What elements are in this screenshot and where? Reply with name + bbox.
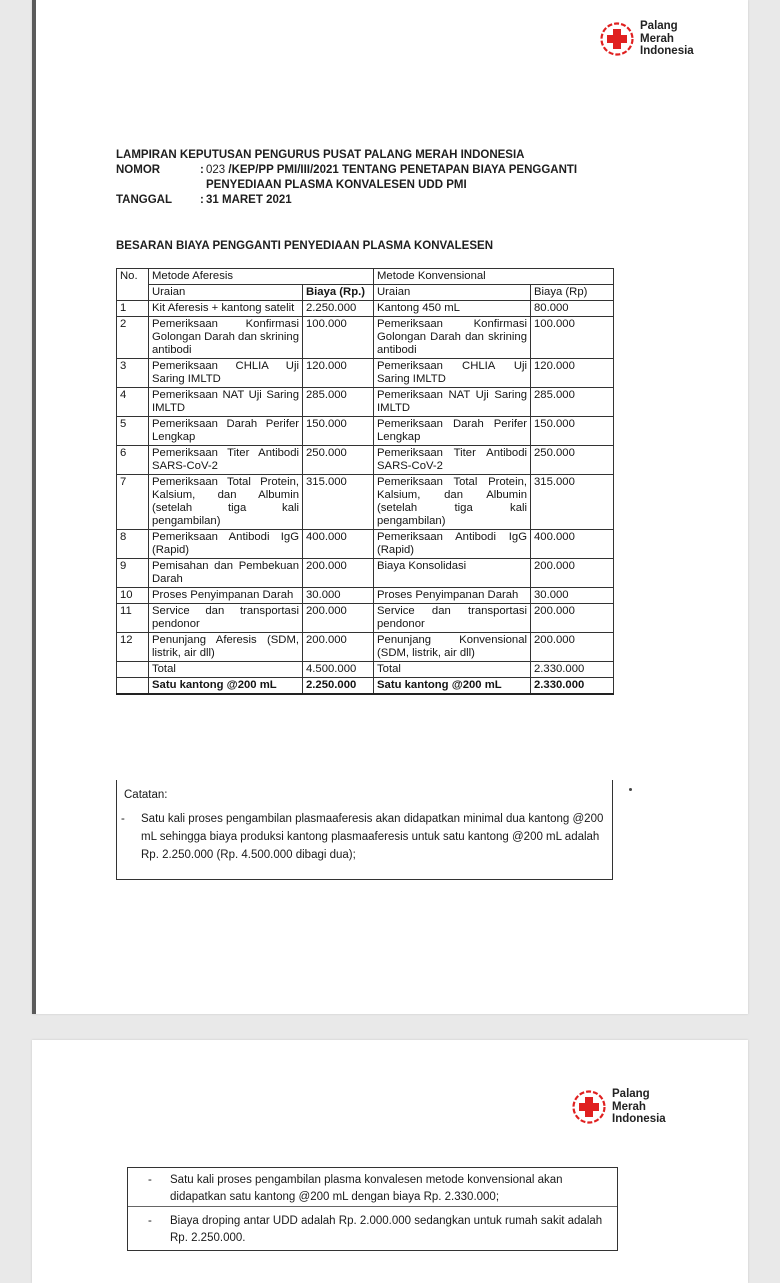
konvensional-item: Pemeriksaan Titer Antibodi SARS-CoV-2 <box>374 446 531 475</box>
pmi-logo-page-2 <box>572 1088 666 1126</box>
red-cross-emblem-icon <box>572 1090 606 1124</box>
table-column-header <box>117 285 614 301</box>
table-row <box>117 559 614 588</box>
per-bag-label: Satu kantong @200 mL <box>149 678 303 695</box>
bullet-dash: - <box>148 1215 152 1227</box>
total-konvensional: 2.330.000 <box>531 662 614 678</box>
document-header <box>116 148 656 208</box>
konvensional-cost: 30.000 <box>531 588 614 604</box>
konvensional-item: Pemeriksaan Konfirmasi Golongan Darah dan skrining antibodi <box>374 317 531 359</box>
konvensional-cost: 400.000 <box>531 530 614 559</box>
colon: : <box>200 164 204 176</box>
logo-line-3: Indonesia <box>640 45 694 57</box>
nomor-row <box>116 163 656 178</box>
row-number: 11 <box>117 604 149 633</box>
aferesis-item: Kit Aferesis + kantong satelit <box>149 301 303 317</box>
total-label-k: Total <box>374 662 531 678</box>
col-no-header: No. <box>117 269 149 301</box>
row-number: 10 <box>117 588 149 604</box>
divider <box>128 1206 617 1207</box>
red-cross-emblem-icon <box>600 22 634 56</box>
row-number: 7 <box>117 475 149 530</box>
konvensional-item: Pemeriksaan Total Protein, Kalsium, dan Albumin (setelah tiga kali pengambilan) <box>374 475 531 530</box>
logo-line-2: Merah <box>612 1100 646 1113</box>
aferesis-cost: 200.000 <box>303 559 374 588</box>
aferesis-cost: 285.000 <box>303 388 374 417</box>
konvensional-cost: 80.000 <box>531 301 614 317</box>
section-title: BESARAN BIAYA PENGGANTI PENYEDIAAN PLASMA KONVALESEN <box>116 240 493 252</box>
konvensional-item: Pemeriksaan CHLIA Uji Saring IMLTD <box>374 359 531 388</box>
logo-text <box>640 20 694 58</box>
table-row <box>117 388 614 417</box>
konvensional-item: Service dan transportasi pendonor <box>374 604 531 633</box>
group-konvensional-header: Metode Konvensional <box>374 269 614 285</box>
bullet-dash: - <box>148 1174 152 1186</box>
tanggal-value: 31 MARET 2021 <box>206 194 292 206</box>
nomor-value: /KEP/PP PMI/III/2021 TENTANG PENETAPAN BIAYA PENGGANTI <box>228 164 578 176</box>
aferesis-item: Pemeriksaan CHLIA Uji Saring IMLTD <box>149 359 303 388</box>
table-row <box>117 633 614 662</box>
page-2-item-2 <box>148 1213 610 1247</box>
col-uraian-k-header: Uraian <box>374 285 531 301</box>
tanggal-label: TANGGAL <box>116 194 173 206</box>
logo-text <box>612 1088 666 1126</box>
row-number: 5 <box>117 417 149 446</box>
aferesis-cost: 200.000 <box>303 633 374 662</box>
pmi-logo <box>600 20 694 58</box>
nomor-value-wrap <box>206 163 656 178</box>
page-2-item-1 <box>148 1172 610 1206</box>
aferesis-item: Pemeriksaan Darah Perifer Lengkap <box>149 417 303 446</box>
tanggal-row <box>116 193 656 208</box>
aferesis-item: Pemisahan dan Pembekuan Darah <box>149 559 303 588</box>
aferesis-cost: 400.000 <box>303 530 374 559</box>
table-row <box>117 530 614 559</box>
konvensional-item: Pemeriksaan NAT Uji Saring IMLTD <box>374 388 531 417</box>
nomor-value-line2: PENYEDIAAN PLASMA KONVALESEN UDD PMI <box>206 179 467 191</box>
konvensional-cost: 150.000 <box>531 417 614 446</box>
konvensional-cost: 100.000 <box>531 317 614 359</box>
row-number: 12 <box>117 633 149 662</box>
row-number: 9 <box>117 559 149 588</box>
aferesis-cost: 150.000 <box>303 417 374 446</box>
logo-line-2: Merah <box>640 32 674 45</box>
per-bag-label-k: Satu kantong @200 mL <box>374 678 531 695</box>
header-title: LAMPIRAN KEPUTUSAN PENGURUS PUSAT PALANG MERAH INDONESIA <box>116 149 525 161</box>
table-row <box>117 417 614 446</box>
total-row <box>117 662 614 678</box>
konvensional-cost: 120.000 <box>531 359 614 388</box>
scan-speck <box>629 788 632 791</box>
logo-line-3: Indonesia <box>612 1113 666 1125</box>
table-body <box>117 301 614 662</box>
row-number: 3 <box>117 359 149 388</box>
konvensional-item: Proses Penyimpanan Darah <box>374 588 531 604</box>
konvensional-cost: 315.000 <box>531 475 614 530</box>
table-row <box>117 317 614 359</box>
notes-box <box>116 780 613 880</box>
table-row <box>117 359 614 388</box>
konvensional-item: Biaya Konsolidasi <box>374 559 531 588</box>
aferesis-item: Service dan transportasi pendonor <box>149 604 303 633</box>
konvensional-item: Penunjang Konvensional (SDM, listrik, air dll) <box>374 633 531 662</box>
table-row <box>117 301 614 317</box>
row-number: 8 <box>117 530 149 559</box>
table-group-header <box>117 269 614 285</box>
notes-item-1 <box>121 810 611 864</box>
row-number: 4 <box>117 388 149 417</box>
konvensional-cost: 285.000 <box>531 388 614 417</box>
table-row <box>117 446 614 475</box>
table-row <box>117 475 614 530</box>
logo-line-1: Palang <box>640 20 678 32</box>
col-uraian-a-header: Uraian <box>149 285 303 301</box>
row-number: 2 <box>117 317 149 359</box>
konvensional-cost: 250.000 <box>531 446 614 475</box>
page-2-item-2-text: Biaya droping antar UDD adalah Rp. 2.000.000 sedangkan untuk rumah sakit adalah Rp. 2.250.000. <box>170 1215 603 1244</box>
col-biaya-a-header: Biaya (Rp.) <box>303 285 374 301</box>
nomor-label: NOMOR <box>116 164 161 176</box>
per-bag-row <box>117 678 614 695</box>
aferesis-cost: 120.000 <box>303 359 374 388</box>
per-bag-aferesis: 2.250.000 <box>303 678 374 695</box>
aferesis-item: Pemeriksaan Titer Antibodi SARS-CoV-2 <box>149 446 303 475</box>
konvensional-cost: 200.000 <box>531 633 614 662</box>
nomor-row-2 <box>116 178 656 193</box>
aferesis-cost: 30.000 <box>303 588 374 604</box>
total-aferesis: 4.500.000 <box>303 662 374 678</box>
cost-table <box>116 268 614 695</box>
aferesis-cost: 100.000 <box>303 317 374 359</box>
scan-edge <box>32 0 36 1014</box>
logo-line-1: Palang <box>612 1088 650 1100</box>
table-row <box>117 604 614 633</box>
aferesis-item: Pemeriksaan Antibodi IgG (Rapid) <box>149 530 303 559</box>
aferesis-item: Pemeriksaan Konfirmasi Golongan Darah dan skrining antibodi <box>149 317 303 359</box>
aferesis-cost: 250.000 <box>303 446 374 475</box>
notes-item-1-text: Satu kali proses pengambilan plasmaaferesis akan didapatkan minimal dua kantong @200 mL sehingga biaya produksi kantong plasmaaferesis untuk satu kantong @200 mL adalah Rp. 2.250.000 (Rp. 4.500.000 dibagi dua); <box>141 813 604 861</box>
bullet-dash: - <box>121 813 125 825</box>
konvensional-item: Pemeriksaan Antibodi IgG (Rapid) <box>374 530 531 559</box>
total-label: Total <box>149 662 303 678</box>
konvensional-cost: 200.000 <box>531 604 614 633</box>
aferesis-cost: 200.000 <box>303 604 374 633</box>
konvensional-cost: 200.000 <box>531 559 614 588</box>
konvensional-item: Pemeriksaan Darah Perifer Lengkap <box>374 417 531 446</box>
aferesis-item: Penunjang Aferesis (SDM, listrik, air dll) <box>149 633 303 662</box>
page-2-notes-box <box>127 1167 618 1251</box>
col-biaya-k-header: Biaya (Rp) <box>531 285 614 301</box>
table-row <box>117 588 614 604</box>
page-2-item-1-text: Satu kali proses pengambilan plasma konvalesen metode konvensional akan didapatkan satu kantong @200 mL dengan biaya Rp. 2.330.000; <box>170 1174 563 1203</box>
notes-title: Catatan: <box>124 789 168 801</box>
aferesis-cost: 2.250.000 <box>303 301 374 317</box>
aferesis-item: Proses Penyimpanan Darah <box>149 588 303 604</box>
nomor-number: 023 <box>206 164 226 176</box>
row-number: 6 <box>117 446 149 475</box>
per-bag-konvensional: 2.330.000 <box>531 678 614 695</box>
aferesis-cost: 315.000 <box>303 475 374 530</box>
aferesis-item: Pemeriksaan NAT Uji Saring IMLTD <box>149 388 303 417</box>
konvensional-item: Kantong 450 mL <box>374 301 531 317</box>
aferesis-item: Pemeriksaan Total Protein, Kalsium, dan Albumin (setelah tiga kali pengambilan) <box>149 475 303 530</box>
colon: : <box>200 194 204 206</box>
group-aferesis-header: Metode Aferesis <box>149 269 374 285</box>
row-number: 1 <box>117 301 149 317</box>
